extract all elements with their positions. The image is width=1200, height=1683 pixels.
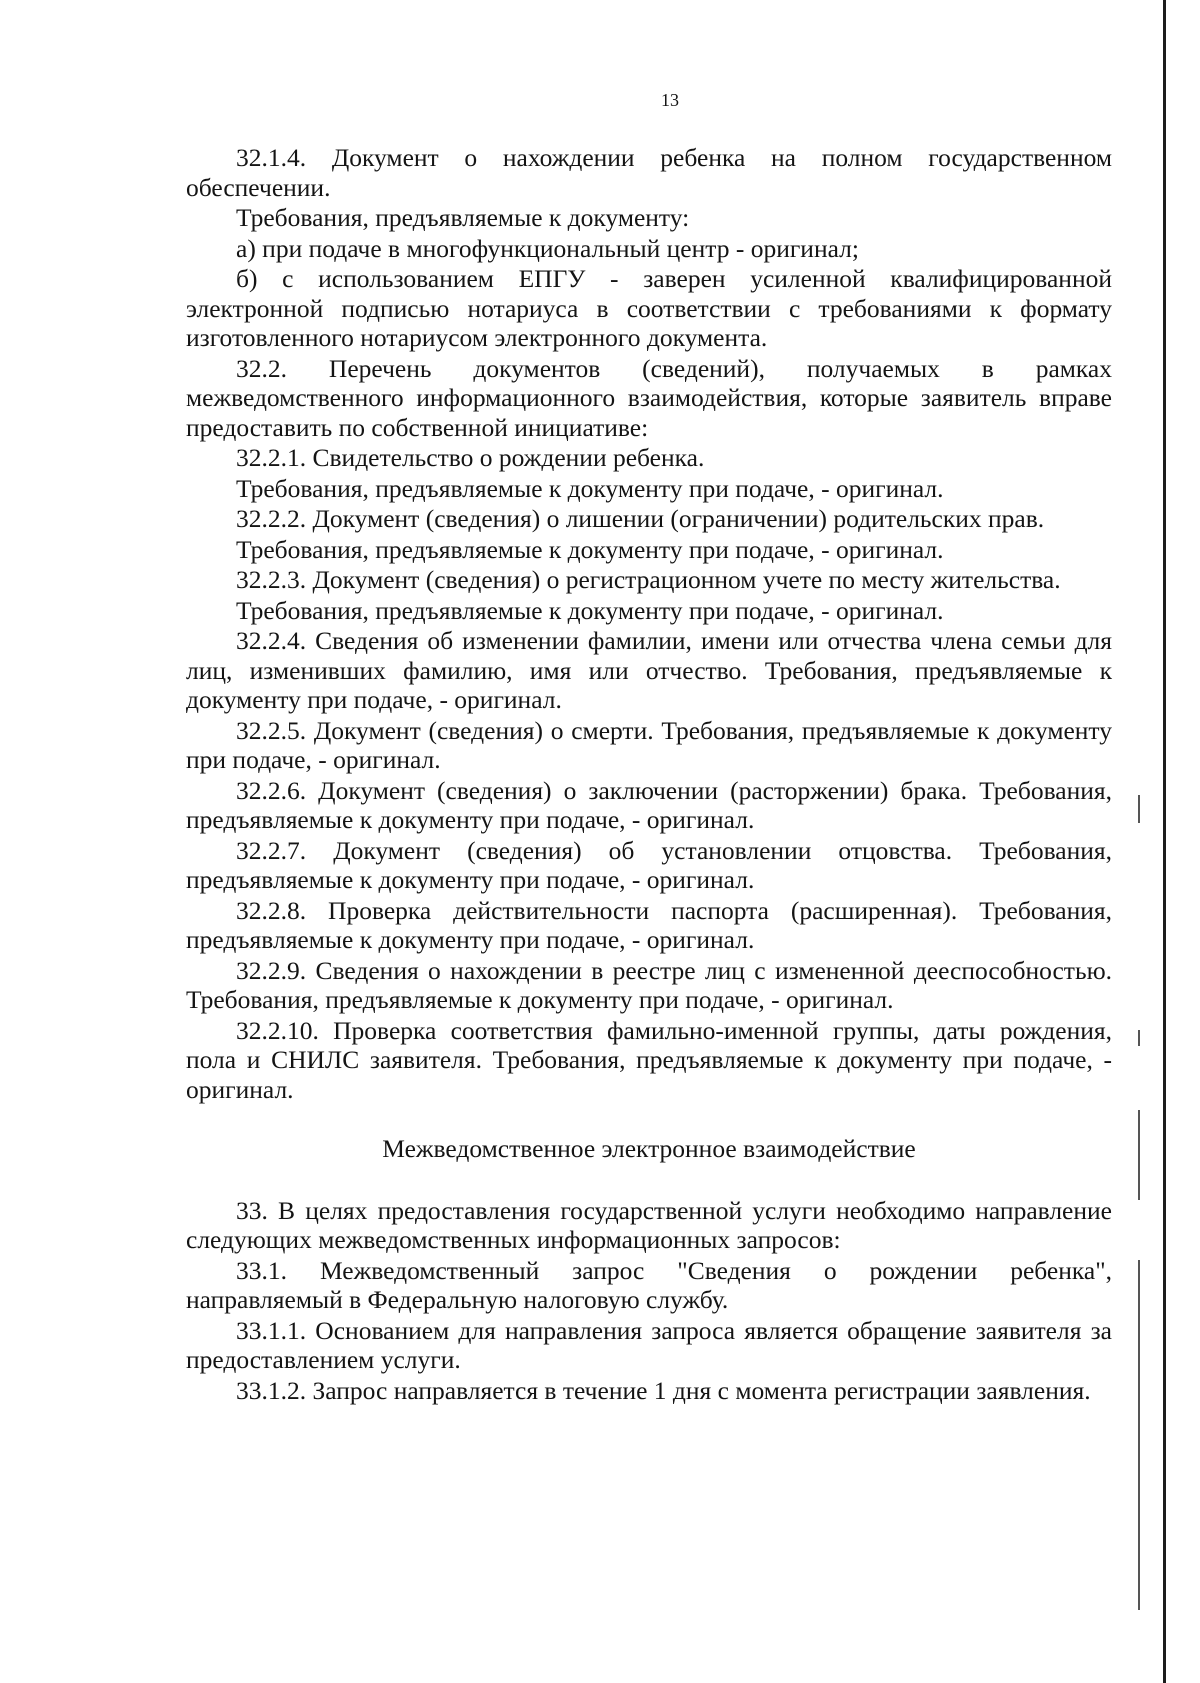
paragraph: а) при подаче в многофункциональный центр - оригинал; [236, 233, 859, 263]
paragraph: 32.1.4. Документ о нахождении ребенка на полном государственном обеспечении. [186, 143, 1112, 202]
scan-page-edge [1163, 0, 1166, 1683]
paragraph: 32.2.9. Сведения о нахождении в реестре лиц с измененной дееспособностью. Требования, предъявляемые к документу при подаче, - оригинал. [186, 955, 1112, 1014]
paragraph: 32.2. Перечень документов (сведений), получаемых в рамках межведомственного информационного взаимодействия, которые заявитель вправе предоставить по собственной инициативе: [186, 353, 1112, 442]
paragraph: 32.2.3. Документ (сведения) о регистрационном учете по месту жительства. [236, 565, 1061, 594]
paragraph: 32.2.2. Документ (сведения) о лишении (ограничении) родительских прав. [236, 504, 1045, 533]
scan-artifact-mark [1138, 1110, 1140, 1200]
paragraph: 32.2.4. Сведения об изменении фамилии, имени или отчества члена семьи для лиц, изменивших фамилию, имя или отчество. Требования, предъявляемые к документу при подаче, - оригинал. [186, 626, 1112, 714]
paragraph: 32.2.1. Свидетельство о рождении ребенка. [236, 443, 705, 472]
document-body [186, 143, 1112, 1406]
paragraph: 33.1.2. Запрос направляется в течение 1 дня с момента регистрации заявления. [236, 1375, 1091, 1405]
scan-artifact-mark [1138, 795, 1140, 823]
paragraph: б) с использованием ЕПГУ - заверен усиленной квалифицированной электронной подписью нотариуса в соответствии с требованиями к формату изготовленного нотариусом электронного документа. [186, 264, 1112, 352]
paragraph: 32.2.7. Документ (сведения) об установлении отцовства. Требования, предъявляемые к документу при подаче, - оригинал. [186, 835, 1112, 894]
paragraph: Требования, предъявляемые к документу при подаче, - оригинал. [236, 473, 944, 503]
paragraph: 32.2.8. Проверка действительности паспорта (расширенная). Требования, предъявляемые к документу при подаче, - оригинал. [186, 895, 1112, 954]
scan-artifact-mark [1138, 1030, 1140, 1046]
paragraph: 33. В целях предоставления государственной услуги необходимо направление следующих межведомственных информационных запросов: [186, 1195, 1112, 1254]
paragraphs-top [186, 143, 1112, 1104]
paragraph: 32.2.5. Документ (сведения) о смерти. Требования, предъявляемые к документу при подаче, - оригинал. [186, 715, 1112, 774]
paragraph: Требования, предъявляемые к документу: [236, 203, 690, 232]
section-heading: Межведомственное электронное взаимодействие [382, 1134, 916, 1163]
page-number: 13 [661, 90, 679, 110]
paragraph: Требования, предъявляемые к документу при подаче, - оригинал. [236, 534, 944, 564]
scan-artifact-mark [1138, 1260, 1140, 1610]
paragraphs-bottom [186, 1196, 1112, 1406]
paragraph: 33.1. Межведомственный запрос "Сведения о рождении ребенка", направляемый в Федеральную налоговую службу. [186, 1255, 1112, 1314]
paragraph: Требования, предъявляемые к документу при подаче, - оригинал. [236, 595, 944, 625]
paragraph: 32.2.10. Проверка соответствия фамильно-именной группы, даты рождения, пола и СНИЛС заявителя. Требования, предъявляемые к документу при подаче, - оригинал. [186, 1015, 1112, 1104]
paragraph: 33.1.1. Основанием для направления запроса является обращение заявителя за предоставлением услуги. [186, 1315, 1112, 1374]
paragraph: 32.2.6. Документ (сведения) о заключении (расторжении) брака. Требования, предъявляемые к документу при подаче, - оригинал. [186, 775, 1112, 834]
